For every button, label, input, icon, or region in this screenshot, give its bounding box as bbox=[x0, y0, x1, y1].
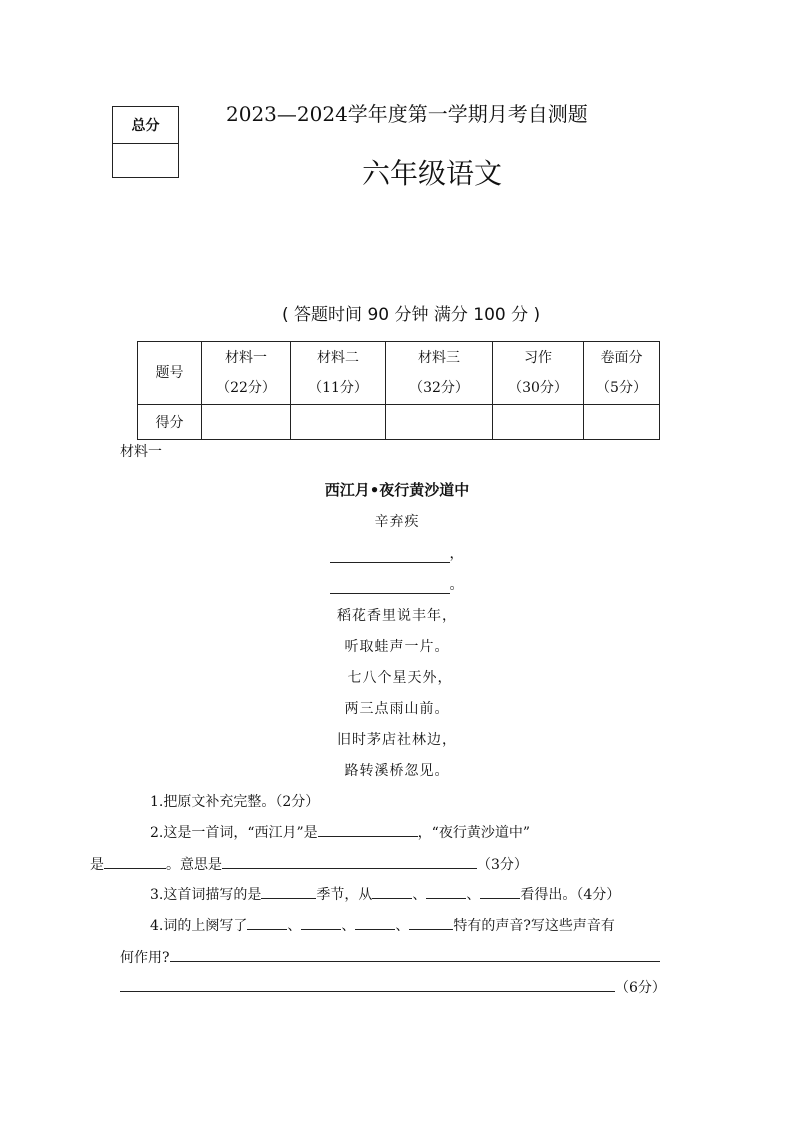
score-cell[interactable] bbox=[386, 405, 493, 440]
answer-blank[interactable] bbox=[318, 820, 418, 837]
question-3: 3.这首词描写的是 季节，从 、 、 看得出。（4分） bbox=[120, 879, 675, 911]
question-4-continued: 何作用? bbox=[120, 942, 675, 974]
poem-line: 稻花香里说丰年， bbox=[337, 608, 457, 624]
score-cell[interactable] bbox=[202, 405, 291, 440]
score-table bbox=[137, 341, 660, 440]
poem-author: 辛弃疾 bbox=[374, 514, 420, 530]
answer-blank[interactable] bbox=[426, 882, 466, 899]
answer-blank[interactable] bbox=[372, 882, 412, 899]
question-1: 1.把原文补充完整。（2分） bbox=[150, 794, 320, 810]
answer-blank[interactable] bbox=[104, 852, 166, 869]
exam-info: ( 答题时间 90 分钟 满分 100 分 ) bbox=[282, 305, 541, 325]
poem-line: 旧时茅店社林边， bbox=[337, 732, 457, 748]
section-label: 材料一 bbox=[120, 444, 162, 460]
poem-line: 路转溪桥忽见。 bbox=[344, 763, 450, 779]
col-header: 材料一 （22分） bbox=[202, 342, 291, 405]
answer-blank bbox=[330, 548, 450, 563]
score-cell[interactable] bbox=[584, 405, 660, 440]
answer-blank[interactable] bbox=[301, 913, 341, 930]
total-score-label: 总分 bbox=[113, 107, 178, 144]
row-header: 题号 bbox=[138, 342, 202, 405]
answer-blank[interactable] bbox=[222, 852, 477, 869]
question-4-answer-line: （6分） bbox=[120, 972, 675, 1004]
col-header: 材料三 （32分） bbox=[386, 342, 493, 405]
answer-blank[interactable] bbox=[480, 882, 520, 899]
score-label: 得分 bbox=[138, 405, 202, 440]
poem-line: 听取蛙声一片。 bbox=[344, 639, 450, 655]
score-cell[interactable] bbox=[493, 405, 584, 440]
poem-blank-line[interactable]: 。 bbox=[0, 574, 794, 594]
poem-line: 两三点雨山前。 bbox=[344, 701, 450, 717]
col-header: 卷面分 （5分） bbox=[584, 342, 660, 405]
question-2: 2.这是一首词，“西江月”是 ，“夜行黄沙道中” 是 。意思是 （3分） bbox=[120, 817, 675, 881]
col-header: 习作 （30分） bbox=[493, 342, 584, 405]
col-header: 材料二 （11分） bbox=[291, 342, 386, 405]
exam-title: 2023—2024学年度第一学期月考自测题 bbox=[226, 102, 588, 126]
answer-blank[interactable] bbox=[120, 975, 615, 992]
answer-blank[interactable] bbox=[170, 945, 660, 962]
answer-blank[interactable] bbox=[247, 913, 287, 930]
answer-blank[interactable] bbox=[355, 913, 395, 930]
answer-blank[interactable] bbox=[409, 913, 453, 930]
poem-title: 西江月•夜行黄沙道中 bbox=[324, 481, 470, 499]
poem-line: 七八个星天外， bbox=[347, 670, 453, 686]
question-4: 4.词的上阕写了 、 、 、 特有的声音?写这些声音有 bbox=[120, 910, 675, 942]
answer-blank bbox=[330, 579, 450, 594]
poem-blank-line[interactable]: ， bbox=[0, 543, 794, 563]
score-cell[interactable] bbox=[291, 405, 386, 440]
subject-title: 六年级语文 bbox=[361, 157, 502, 190]
answer-blank[interactable] bbox=[261, 882, 316, 899]
